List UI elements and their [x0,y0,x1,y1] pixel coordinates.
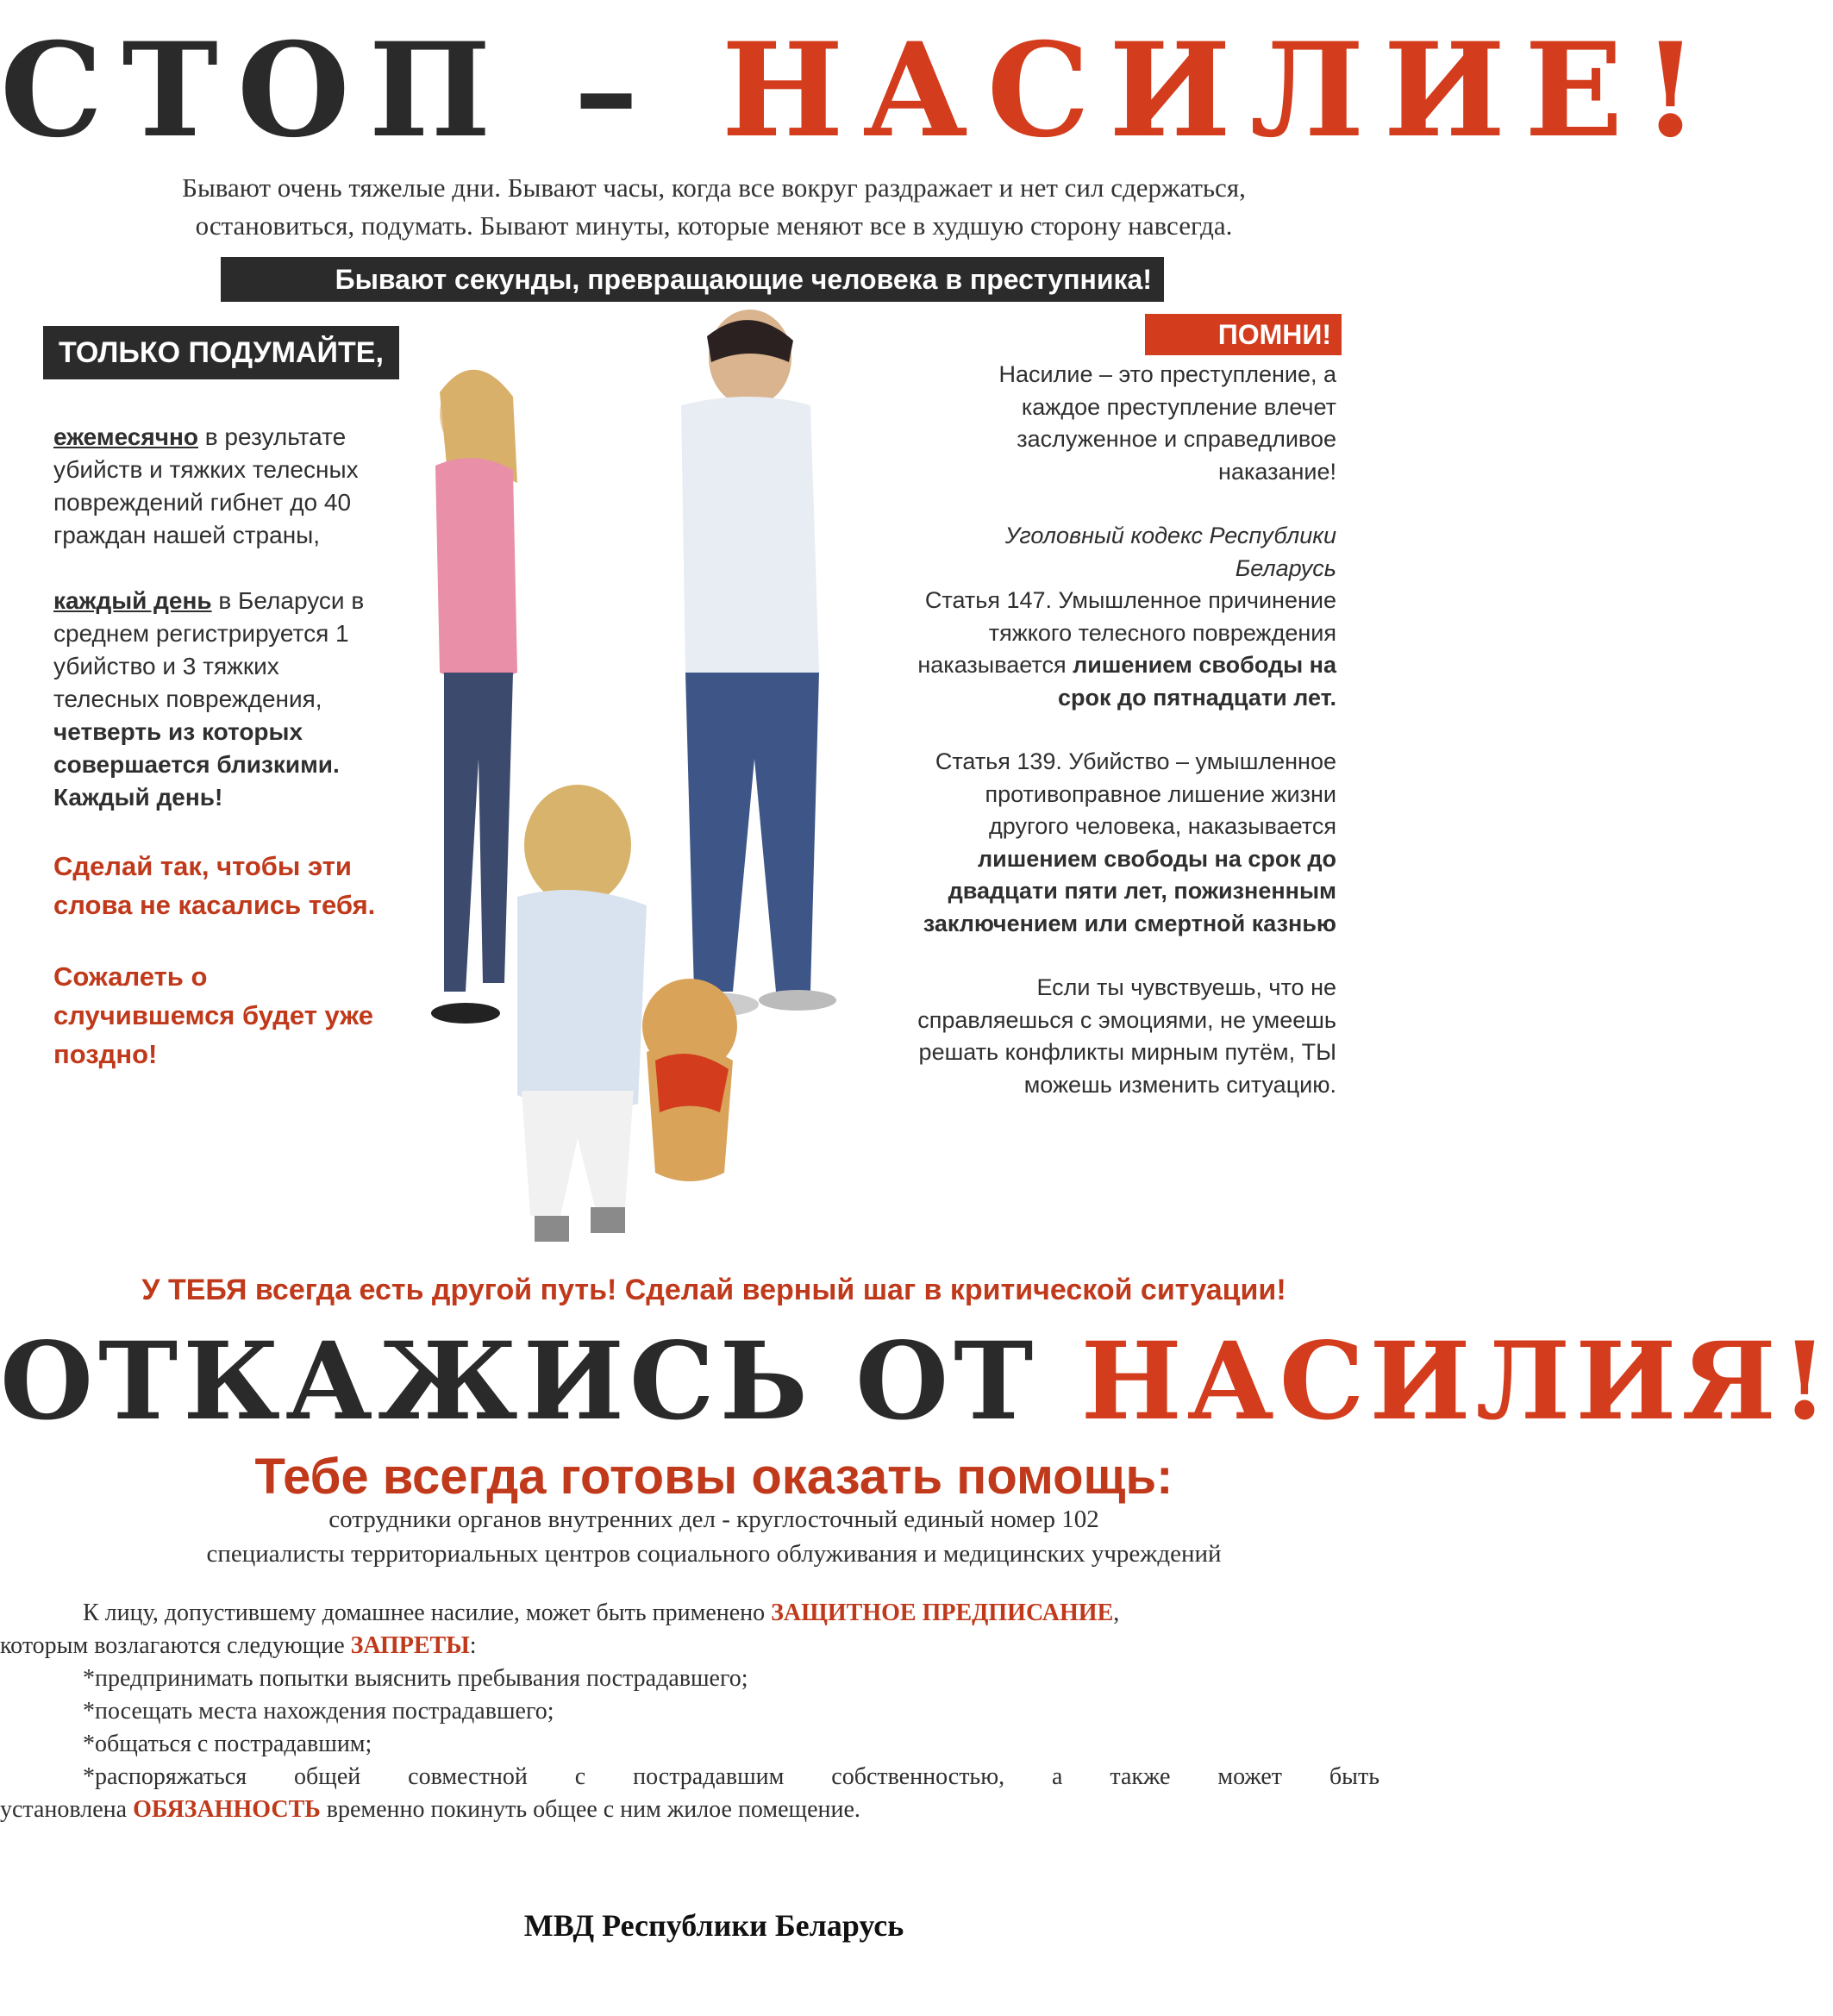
title-part-violence: НАСИЛИЕ! [721,15,1718,166]
help-heading: Тебе всегда готовы оказать помощь: [254,1449,1173,1505]
protective-order: ЗАЩИТНОЕ ПРЕДПИСАНИЕ [771,1600,1114,1626]
ban-item-4-cont-text: установлена [0,1796,134,1823]
remember-text: Насилие – это преступление, а каждое преступление влечет заслуженное и справедливое наказание! [998,361,1336,485]
article-147 [914,585,1336,714]
think-tag: ТОЛЬКО ПОДУМАЙТЕ, [43,326,399,379]
legal-line-2-tail: : [469,1632,477,1659]
legal-intro [0,1597,1379,1630]
help-line-specialists: специалисты территориальных центров социального облуживания и медицинских учреждений [206,1540,1222,1568]
teddy-bear-figure [642,979,737,1181]
ban-item-3: *общаться с пострадавшим; [83,1731,372,1757]
poster-title [0,15,1718,166]
ban-item-4: *распоряжаться общей совместной с пострадавшим собственностью, а также может быть [83,1763,1379,1790]
red-call-2: Сожалеть о случившемся будет уже поздно! [53,961,373,1069]
intro-text [103,169,1324,245]
ban-item-4-cont-tail: временно покинуть общее с ним жилое помещение. [320,1796,860,1823]
daily-emphasis: каждый день [53,587,212,614]
title2-part-2: НАСИЛИЯ! [1080,1319,1833,1444]
ban-item-4-cont [0,1794,1379,1826]
man-figure [673,310,836,1017]
article-139-penalty: лишением свободы на срок до двадцати пяти лет, пожизненным заключением или смертной казнью [923,845,1336,936]
monthly-paragraph [53,421,381,552]
child-figure [517,785,647,1242]
cta-line: У ТЕБЯ всегда есть другой путь! Сделай верный шаг в критической ситуации! [141,1274,1286,1306]
daily-paragraph [53,585,381,814]
code-title: Уголовный кодекс Республики Беларусь [1004,523,1336,581]
legal-section [0,1597,1379,1826]
daily-text: в Беларуси в среднем регистрируется 1 убийство и 3 тяжких телесных повреждения, [53,587,365,712]
remember-tag: ПОМНИ! [1145,314,1342,355]
footer-authority: МВД Республики Беларусь [523,1908,904,1943]
change-situation-text: Если ты чувствуешь, что не справляешься с эмоциями, не умеешь решать конфликты мирным путём, ТЫ можешь изменить ситуацию. [917,974,1336,1098]
article-147-text: Статья 147. Умышленное причинение тяжкого телесного повреждения наказывается [917,587,1336,678]
monthly-emphasis: ежемесячно [53,423,198,450]
ban-item-2: *посещать места нахождения пострадавшего; [83,1698,554,1725]
legal-line-2 [0,1630,1379,1662]
legal-line-2-text: которым возлагаются следующие [0,1632,351,1659]
right-column [914,359,1336,1133]
monthly-text: в результате убийств и тяжких телесных повреждений гибнет до 40 граждан нашей страны, [53,423,359,548]
prohibitions: ЗАПРЕТЫ [350,1632,470,1659]
title-part-stop: СТОП – [0,15,658,166]
intro-line-1: Бывают очень тяжелые дни. Бывают часы, когда все вокруг раздражает и нет сил сдержаться, [182,172,1246,203]
legal-intro-tail: , [1113,1600,1120,1626]
article-147-penalty: лишением свободы на срок до пятнадцати лет. [1058,652,1336,711]
article-139 [914,746,1336,940]
help-line-police: сотрудники органов внутренних дел - круглосточный единый номер 102 [328,1506,1099,1533]
criminal-banner: Бывают секунды, превращающие человека в преступника! [221,257,1164,302]
family-photo [405,310,923,1268]
article-139-text: Статья 139. Убийство – умышленное противоправное лишение жизни другого человека, наказывается [935,748,1336,839]
left-column [53,421,381,1106]
legal-intro-text: К лицу, допустившему домашнее насилие, может быть применено [83,1600,772,1626]
woman-figure [431,370,517,1024]
obligation: ОБЯЗАННОСТЬ [133,1796,321,1823]
intro-line-2: остановиться, подумать. Бывают минуты, которые меняют все в худшую сторону навсегда. [195,210,1233,241]
red-call-1: Сделай так, чтобы эти слова не касались тебя. [53,851,376,920]
title2-part-1: ОТКАЖИСЬ ОТ [0,1319,1039,1444]
refuse-violence-title [0,1319,1833,1444]
help-lines [0,1502,1428,1571]
ban-item-1: *предпринимать попытки выяснить пребывания пострадавшего; [83,1665,748,1692]
daily-bold: четверть из которых совершается близкими. Каждый день! [53,718,340,811]
